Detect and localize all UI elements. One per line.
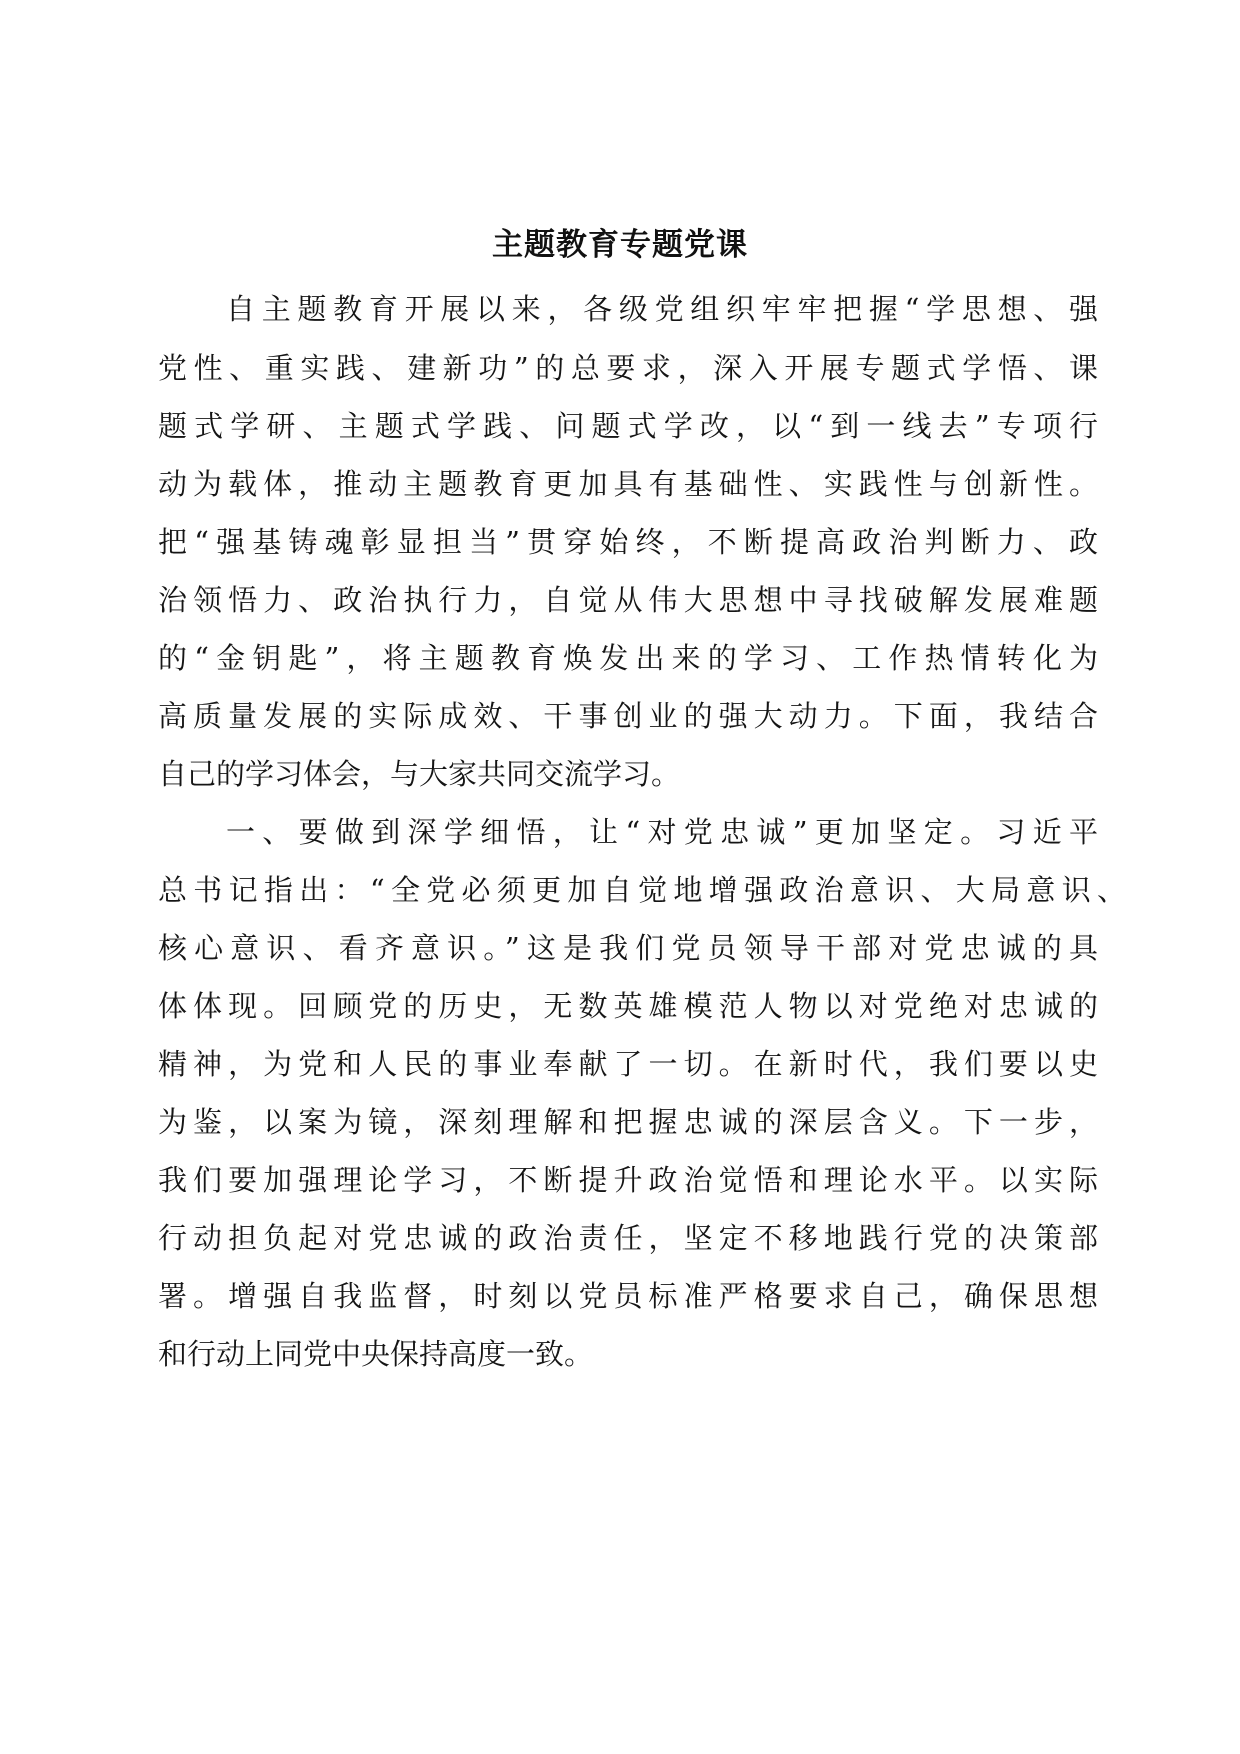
paragraph-2-line-2: 总书记指出：“全党必须更加自觉地增强政治意识、大局意识、	[158, 873, 1126, 907]
paragraph-2-line-3: 核心意识、看齐意识。”这是我们党员领导干部对党忠诚的具	[158, 931, 1098, 965]
paragraph-1-line-2: 党性、重实践、建新功”的总要求，深入开展专题式学悟、课	[158, 351, 1098, 385]
paragraph-1-line-6: 治领悟力、政治执行力，自觉从伟大思想中寻找破解发展难题	[158, 583, 1098, 617]
paragraph-1-line-8: 高质量发展的实际成效、干事创业的强大动力。下面，我结合	[158, 699, 1098, 733]
paragraph-1-line-3: 题式学研、主题式学践、问题式学改，以“到一线去”专项行	[158, 409, 1098, 443]
paragraph-2-line-10: 和行动上同党中央保持高度一致。	[158, 1337, 594, 1371]
paragraph-1-line-7: 的“金钥匙”，将主题教育焕发出来的学习、工作热情转化为	[158, 641, 1098, 675]
paragraph-2-line-1: 一、要做到深学细悟，让“对党忠诚”更加坚定。习近平	[226, 815, 1098, 849]
paragraph-2-line-7: 我们要加强理论学习，不断提升政治觉悟和理论水平。以实际	[158, 1163, 1098, 1197]
paragraph-1-line-5: 把“强基铸魂彰显担当”贯穿始终，不断提高政治判断力、政	[158, 525, 1098, 559]
paragraph-2-line-9: 署。增强自我监督，时刻以党员标准严格要求自己，确保思想	[158, 1279, 1098, 1313]
paragraph-1-line-4: 动为载体，推动主题教育更加具有基础性、实践性与创新性。	[158, 467, 1098, 501]
document-title: 主题教育专题党课	[492, 227, 748, 263]
paragraph-2-line-6: 为鉴，以案为镜，深刻理解和把握忠诚的深层含义。下一步，	[158, 1105, 1098, 1139]
paragraph-1-line-1: 自主题教育开展以来，各级党组织牢牢把握“学思想、强	[226, 292, 1098, 326]
paragraph-2-line-4: 体体现。回顾党的历史，无数英雄模范人物以对党绝对忠诚的	[158, 989, 1098, 1023]
paragraph-2-line-8: 行动担负起对党忠诚的政治责任，坚定不移地践行党的决策部	[158, 1221, 1098, 1255]
paragraph-2-line-5: 精神，为党和人民的事业奉献了一切。在新时代，我们要以史	[158, 1047, 1098, 1081]
paragraph-1-line-9: 自己的学习体会，与大家共同交流学习。	[158, 757, 681, 791]
